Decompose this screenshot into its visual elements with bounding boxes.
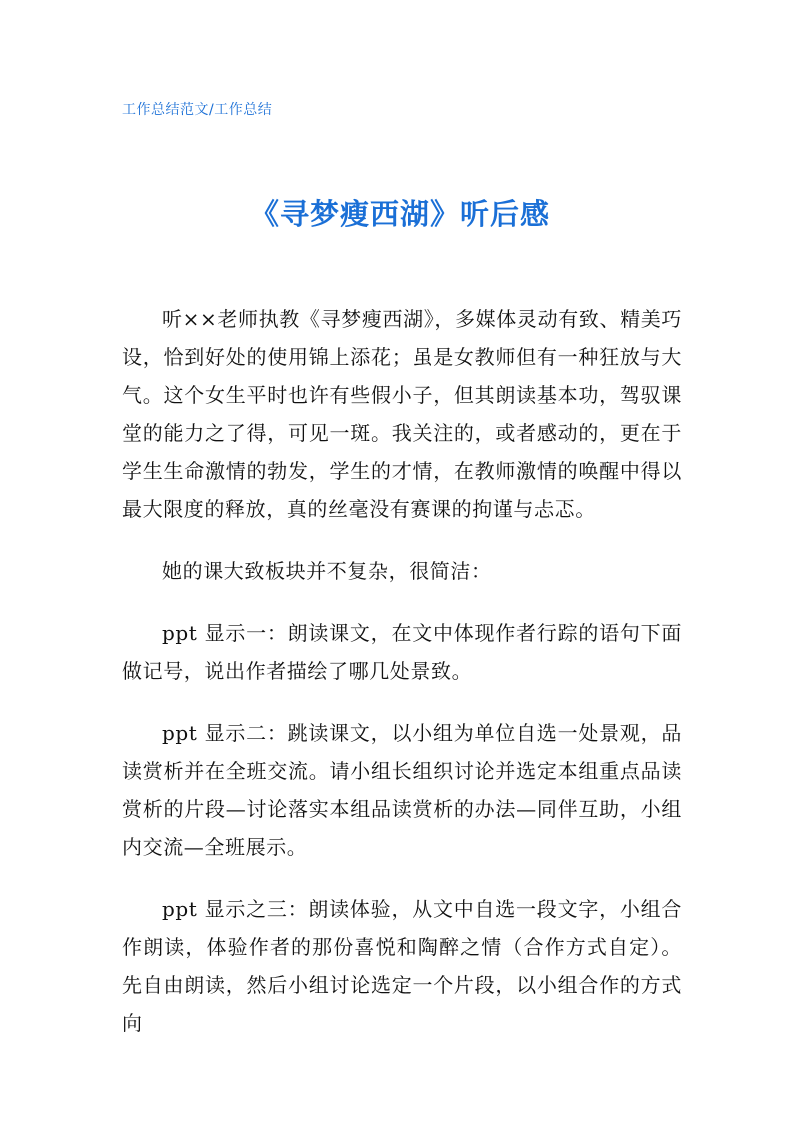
paragraph-ppt-3: ppt 显示之三：朗读体验，从文中自选一段文字，小组合作朗读，体验作者的那份喜悦和陶醉之情（合作方式自定）。先自由朗读，然后小组讨论选定一个片段，以小组合作的方式向 <box>122 897 682 1035</box>
breadcrumb-link[interactable]: 工作总结范文/工作总结 <box>122 102 273 118</box>
paragraph-ppt-1: ppt 显示一：朗读课文，在文中体现作者行踪的语句下面做记号，说出作者描绘了哪几处景致。 <box>122 621 682 683</box>
article-body <box>122 300 682 1066</box>
paragraph-structure: 她的课大致板块并不复杂，很简洁： <box>162 559 492 583</box>
page-title: 《寻梦瘦西湖》听后感 <box>249 197 550 231</box>
paragraph-intro: 听××老师执教《寻梦瘦西湖》，多媒体灵动有致、精美巧设，恰到好处的使用锦上添花；虽是女教师但有一种狂放与大气。这个女生平时也许有些假小子，但其朗读基本功，驾驭课堂的能力之了得，可见一斑。我关注的，或者感动的，更在于学生生命激情的勃发，学生的才情，在教师激情的唤醒中得以最大限度的释放，真的丝毫没有赛课的拘谨与忐忑。 <box>122 307 682 521</box>
paragraph-ppt-2: ppt 显示二：跳读课文，以小组为单位自选一处景观，品读赏析并在全班交流。请小组长组织讨论并选定本组重点品读赏析的片段—讨论落实本组品读赏析的办法—同伴互助，小组内交流—全班展示。 <box>122 721 682 859</box>
